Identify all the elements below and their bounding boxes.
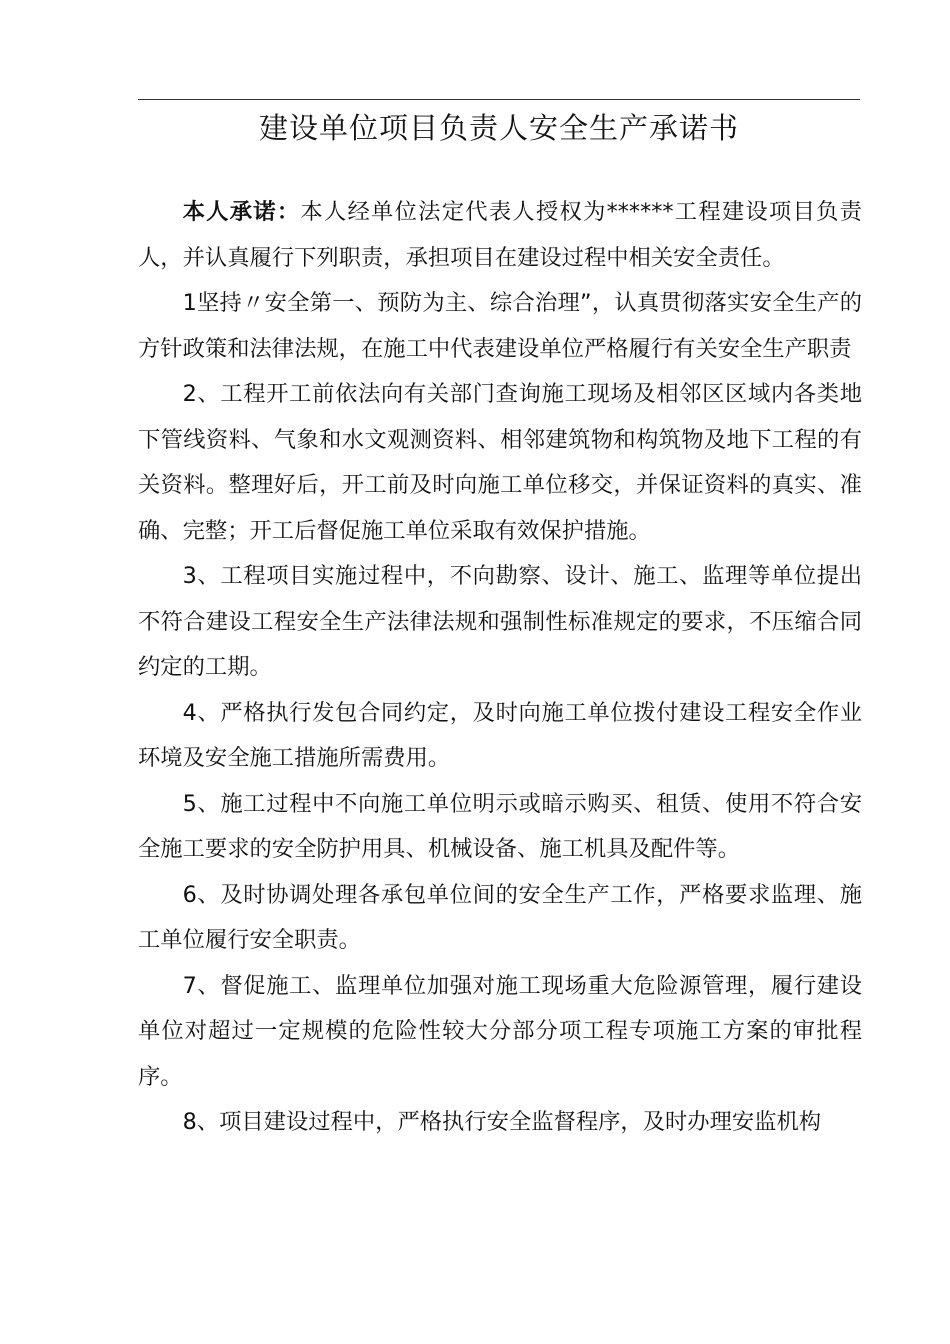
commitment-item-6: 6、及时协调处理各承包单位间的安全生产工作，严格要求监理、施工单位履行安全职责。 (138, 881, 862, 953)
commitment-item-8: 8、项目建设过程中，严格执行安全监督程序，及时办理安监机构 (182, 1109, 822, 1135)
commitment-item-5: 5、施工过程中不向施工单位明示或暗示购买、租赁、使用不符合安全施工要求的安全防护用具、机械设备、施工机具及配件等。 (138, 790, 862, 862)
commitment-item-7: 7、督促施工、监理单位加强对施工现场重大危险源管理，履行建设单位对超过一定规模的危险性较大分部分项工程专项施工方案的审批程序。 (138, 972, 862, 1090)
commitment-item-4: 4、严格执行发包合同约定，及时向施工单位拨付建设工程安全作业环境及安全施工措施所需费用。 (138, 699, 862, 771)
intro-paragraph (138, 190, 862, 281)
intro-text: 本人经单位法定代表人授权为******工程建设项目负责人，并认真履行下列职责，承担项目在建设过程中相关安全责任。 (138, 199, 862, 271)
header-rule (138, 99, 860, 100)
document-body (138, 190, 862, 1146)
commitment-item-3: 3、工程项目实施过程中，不向勘察、设计、施工、监理等单位提出不符合建设工程安全生产法律法规和强制性标准规定的要求，不压缩合同约定的工期。 (138, 563, 862, 680)
intro-lead: 本人承诺： (182, 199, 301, 225)
document-title: 建设单位项目负责人安全生产承诺书 (258, 111, 739, 145)
commitment-item-1: 1坚持〃安全第一、预防为主、综合治理”，认真贯彻落实安全生产的方针政策和法律法规，在施工中代表建设单位严格履行有关安全生产职责 (138, 290, 862, 362)
commitment-item-2: 2、工程开工前依法向有关部门查询施工现场及相邻区区域内各类地下管线资料、气象和水文观测资料、相邻建筑物和构筑物及地下工程的有关资料。整理好后，开工前及时向施工单位移交，并保证资料的真实、准确、完整；开工后督促施工单位采取有效保护措施。 (138, 381, 862, 544)
